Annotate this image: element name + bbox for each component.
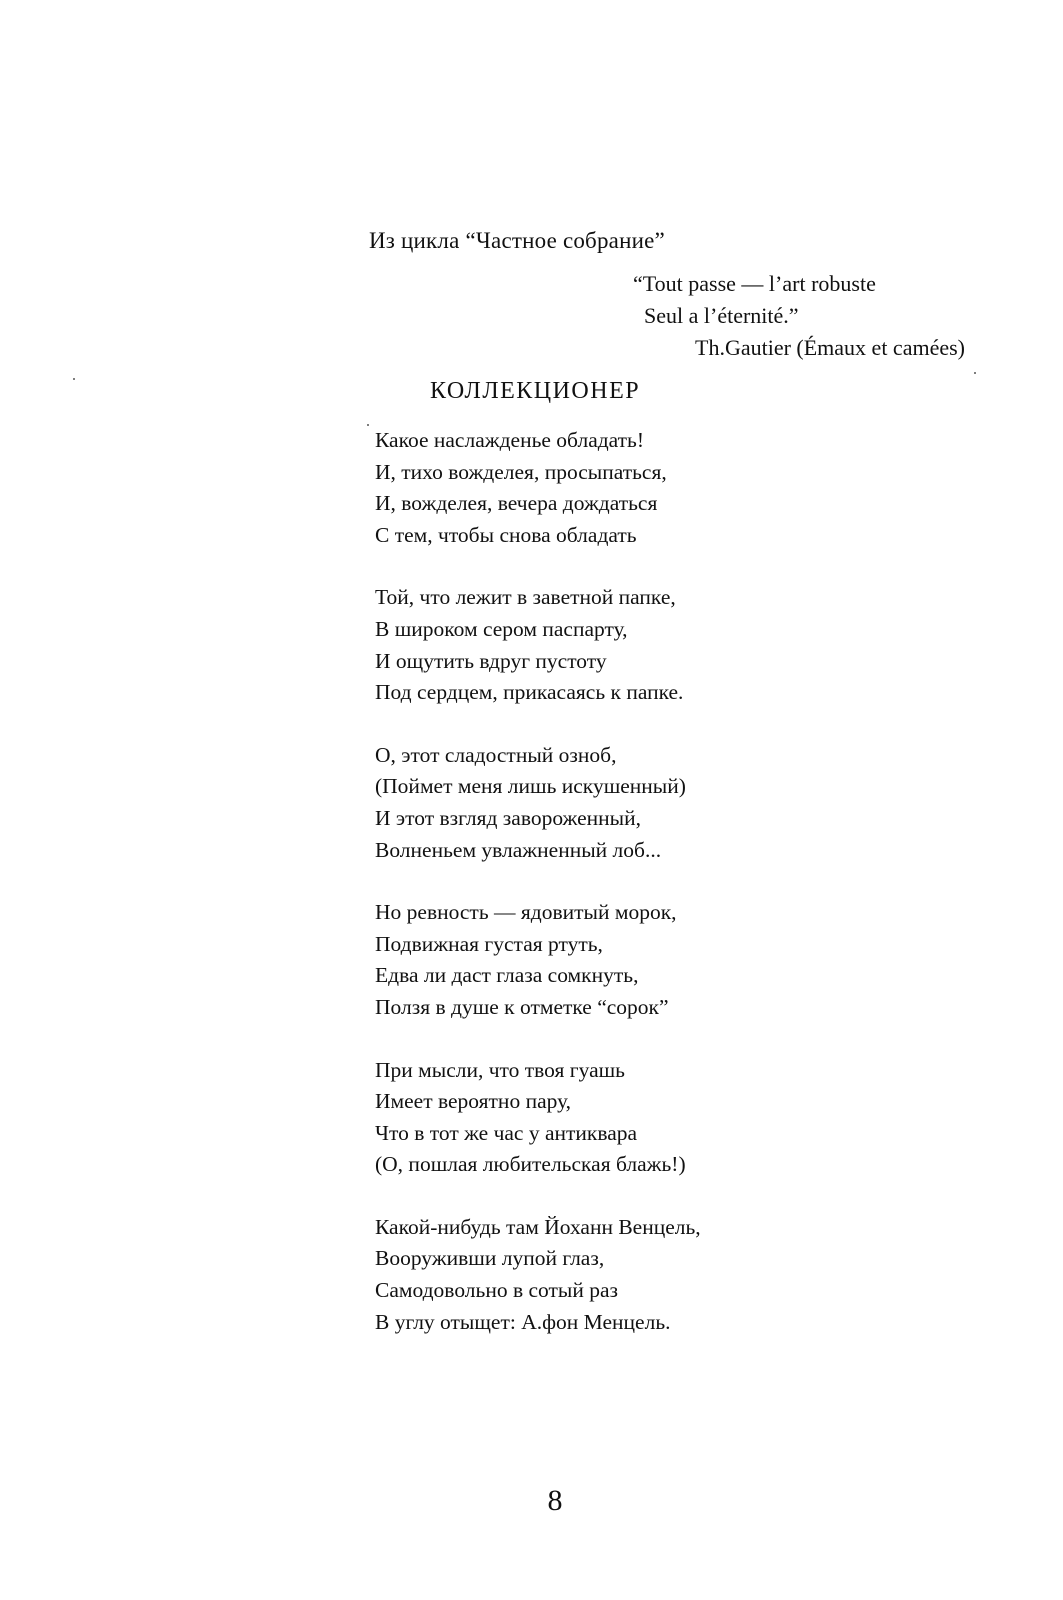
verse-line: Имеет вероятно пару, <box>375 1089 572 1114</box>
verse-line: Но ревность — ядовитый морок, <box>375 900 677 925</box>
verse-line: Какое наслажденье обладать! <box>375 428 645 452</box>
verse-line: И, вожделея, вечера дождаться <box>375 491 658 516</box>
verse-line: И, тихо вожделея, просыпаться, <box>375 459 667 484</box>
verse-line: И этот взгляд завороженный, <box>375 805 641 830</box>
poem-body <box>375 425 975 1369</box>
verse-line: Той, что лежит в заветной папке, <box>375 585 676 610</box>
verse-line: Едва ли даст глаза сомкнуть, <box>375 963 639 988</box>
stanza-3 <box>375 740 975 866</box>
poem-title: КОЛЛЕКЦИОНЕР <box>430 378 641 404</box>
verse-line: (О, пошлая любительская блажь!) <box>375 1152 686 1177</box>
verse-line: Волненьем увлажненный лоб... <box>375 837 662 862</box>
stanza-6 <box>375 1212 975 1338</box>
verse-line: В углу отыщет: А.фон Менцель. <box>375 1309 671 1334</box>
verse-line: С тем, чтобы снова обладать <box>375 522 637 547</box>
cycle-title: Из цикла “Частное собрание” <box>369 228 665 253</box>
epigraph-attribution: Th.Gautier (Émaux et camées) <box>695 335 965 360</box>
verse-line: Какой-нибудь там Йоханн Венцель, <box>375 1214 701 1239</box>
epigraph-line: Seul a l’éternité.” <box>644 303 799 328</box>
verse-line: Самодовольно в сотый раз <box>375 1278 618 1303</box>
verse-line: При мысли, что твоя гуашь <box>375 1057 625 1082</box>
verse-line: Вооруживши лупой глаз, <box>375 1246 605 1271</box>
paper-speck <box>367 424 369 426</box>
verse-line: В широком сером паспарту, <box>375 616 628 641</box>
page-number: 8 <box>547 1484 563 1517</box>
paper-speck <box>73 378 75 380</box>
verse-line: (Поймет меня лишь искушенный) <box>375 774 686 799</box>
verse-line: Под сердцем, прикасаясь к папке. <box>375 680 684 705</box>
verse-line: Ползя в душе к отметке “сорок” <box>375 994 669 1019</box>
epigraph-line: “Tout passe — l’art robuste <box>633 271 876 296</box>
stanza-4 <box>375 897 975 1023</box>
stanza-1 <box>375 425 975 551</box>
verse-line: Что в тот же час у антиквара <box>375 1120 638 1145</box>
stanza-5 <box>375 1055 975 1181</box>
verse-line: О, этот сладостный озноб, <box>375 742 617 767</box>
paper-speck <box>974 372 976 374</box>
verse-line: И ощутить вдруг пустоту <box>375 648 607 673</box>
stanza-2 <box>375 582 975 708</box>
verse-line: Подвижная густая ртуть, <box>375 931 603 956</box>
